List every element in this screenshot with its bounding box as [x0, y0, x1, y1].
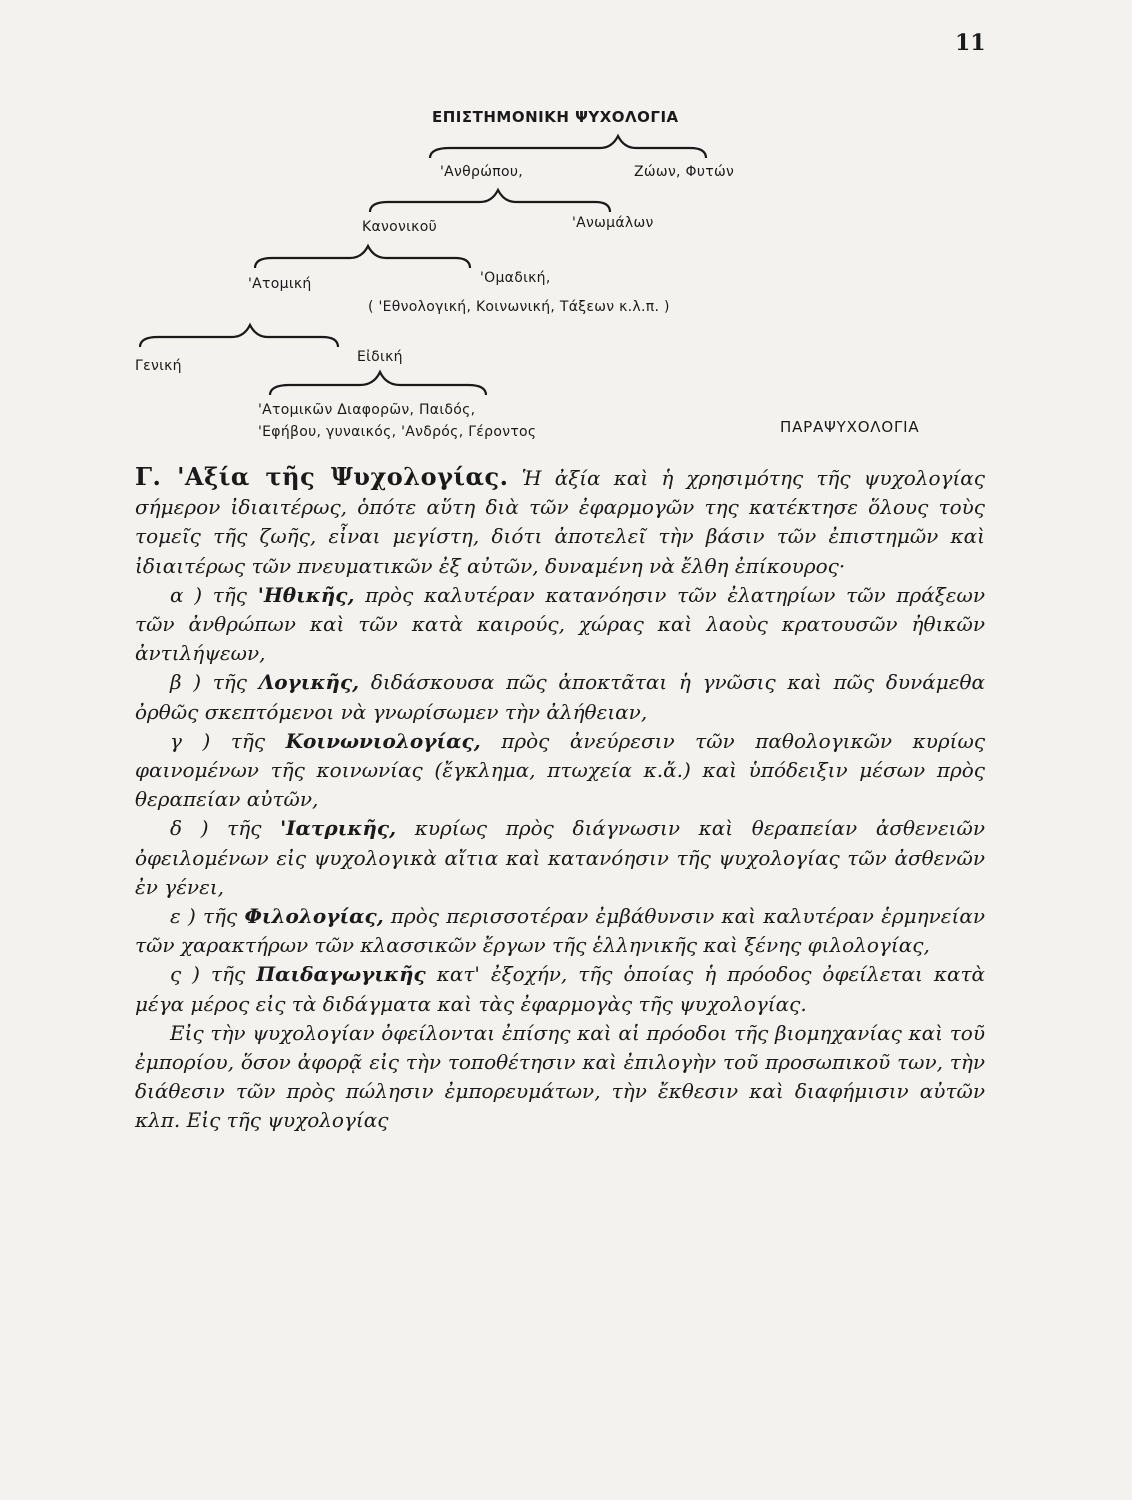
intro-text: Ἡ ἀξία καὶ ἡ χρησιμότης τῆς ψυχολογίας σήμερον ἰδιαιτέρως, ὁπότε αὕτη διὰ τῶν ἐφαρμογῶν της κατέκτησε ὅλους τοὺς τομεῖς τῆς ζωῆς, εἶναι μεγίστη, διότι ἀποτελεῖ τὴν βάσιν τῶν ἐπιστημῶν καὶ ἰδιαιτέρως τῶν πνευματικῶν ἐξ αὐτῶν, δυναμένη νὰ ἔλθη ἐπίκουρος· [135, 466, 985, 578]
classification-tree [0, 0, 1132, 460]
brace-3 [255, 246, 470, 268]
tree-geniki: Γενική [135, 358, 182, 374]
item-subject: Φιλολογίας, [244, 904, 384, 929]
item-text: πρὸς περισσοτέραν ἐμβάθυνσιν καὶ καλυτέραν ἑρμηνείαν τῶν χαρακτήρων τῶν κλασσικῶν ἔργων τῆς ἑλληνικῆς καὶ ξένης φιλολογίας, [135, 904, 985, 958]
item-subject: Κοινωνιολογίας, [285, 728, 481, 753]
list-item [135, 727, 985, 815]
item-text: κυρίως πρὸς διάγνωσιν καὶ θεραπείαν ἀσθενειῶν ὀφειλομένων εἰς ψυχολογικὰ αἴτια καὶ κατανόησιν τῆς ψυχολογίας τῶν ἀσθενῶν ἐν γένει, [135, 816, 985, 899]
tree-kanonikou: Κανονικοῦ [362, 219, 437, 235]
item-subject: Παιδαγωγικῆς [256, 962, 426, 987]
item-text: πρὸς ἀνεύρεσιν τῶν παθολογικῶν κυρίως φαινομένων τῆς κοινωνίας (ἔγκλημα, πτωχεία κ.ἄ.) καὶ ὑπόδειξιν μέσων πρὸς θεραπείαν αὐτῶν, [135, 728, 986, 812]
body-text [135, 462, 985, 1136]
item-text: διδάσκουσα πῶς ἀποκτᾶται ἡ γνῶσις καὶ πῶς δυνάμεθα ὀρθῶς σκεπτόμενοι νὰ γνωρίσωμεν τὴν ἀλήθειαν, [135, 670, 986, 724]
item-subject: Λογικῆς, [258, 670, 360, 695]
tree-braces [0, 0, 1132, 460]
list-item [135, 902, 985, 960]
tree-zoon: Ζώων, Φυτών [634, 164, 735, 180]
item-marker: ε ) τῆς [170, 904, 238, 929]
list-item [135, 814, 985, 902]
item-text: κατ' ἐξοχήν, τῆς ὁποίας ἡ πρόοδος ὀφείλεται κατὰ μέγα μέρος εἰς τὰ διδάγματα καὶ τὰς ἐφαρμογὰς τῆς ψυχολογίας. [135, 962, 986, 1016]
brace-1 [430, 136, 706, 158]
tree-atomiki: 'Ατομική [248, 276, 312, 292]
tree-title: ΕΠΙΣΤΗΜΟΝΙΚΗ ΨΥΧΟΛΟΓΙΑ [432, 108, 679, 126]
tree-parapsychologia: ΠΑΡΑΨΥΧΟΛΟΓΙΑ [780, 418, 920, 436]
tree-omadiki: 'Ομαδική, [480, 270, 551, 286]
item-subject: 'Ιατρικῆς, [280, 816, 397, 841]
list-item [135, 581, 985, 669]
brace-2 [370, 190, 610, 212]
brace-4 [140, 325, 338, 347]
section-heading: Γ. 'Αξία τῆς Ψυχολογίας. [135, 462, 509, 491]
closing-paragraph: Εἰς τὴν ψυχολογίαν ὀφείλονται ἐπίσης καὶ αἱ πρόοδοι τῆς βιομηχανίας καὶ τοῦ ἐμπορίου, ὅσον ἀφορᾷ εἰς τὴν τοποθέτησιν καὶ ἐπιλογὴν τοῦ προσωπικοῦ των, τὴν διάθεσιν τῶν πρὸς πώλησιν ἐμπορευμάτων, τὴν ἔκθεσιν καὶ διαφήμισιν αὐτῶν κλπ. Εἰς τῆς ψυχολογίας [135, 1020, 985, 1133]
item-marker: α ) τῆς [170, 582, 247, 607]
item-marker: β ) τῆς [170, 670, 247, 695]
tree-eidiki-line1: 'Ατομικῶν Διαφορῶν, Παιδός, [258, 402, 476, 418]
list-item [135, 668, 985, 726]
brace-5 [270, 372, 486, 395]
item-marker: δ ) τῆς [170, 816, 262, 841]
item-marker: γ ) τῆς [170, 728, 266, 753]
list-item [135, 960, 985, 1018]
tree-anomalon: 'Ανωμάλων [572, 215, 654, 231]
tree-eidiki-line2: 'Εφήβου, γυναικός, 'Ανδρός, Γέροντος [258, 424, 537, 440]
item-subject: 'Ηθικῆς, [257, 582, 355, 607]
item-marker: ς ) τῆς [170, 962, 246, 987]
tree-eidiki: Εἰδική [357, 349, 403, 365]
tree-omadiki-detail: ( 'Εθνολογική, Κοινωνική, Τάξεων κ.λ.π. ) [368, 299, 670, 315]
tree-anthropou: 'Ανθρώπου, [440, 164, 523, 180]
page-number: 11 [955, 30, 986, 56]
item-text: πρὸς καλυτέραν κατανόησιν τῶν ἐλατηρίων τῶν πράξεων τῶν ἀνθρώπων καὶ τῶν κατὰ καιρούς, χώρας καὶ λαοὺς κρατουσῶν ἠθικῶν ἀντιλήψεων, [135, 582, 986, 666]
section-intro [135, 462, 985, 581]
